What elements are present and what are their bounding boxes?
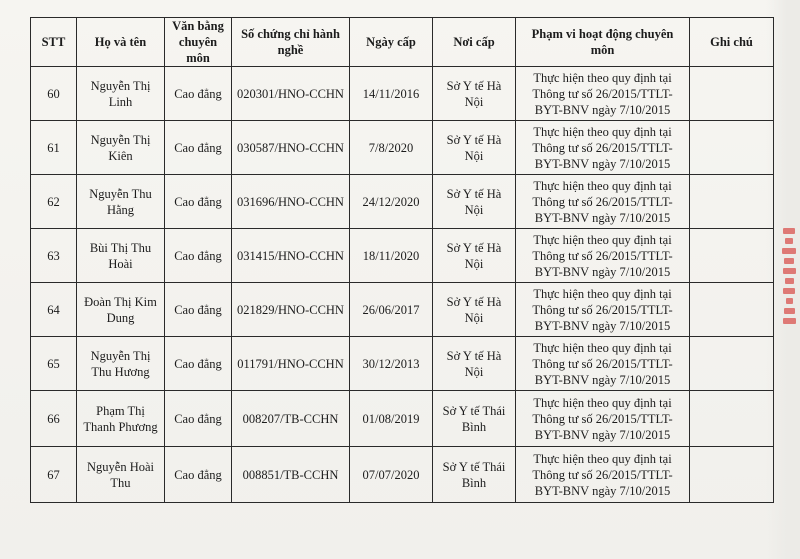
- cell-name: Nguyễn Thị Kiên: [77, 121, 165, 175]
- cell-cert: 011791/HNO-CCHN: [232, 337, 350, 391]
- cell-issuer: Sở Y tế Hà Nội: [433, 175, 516, 229]
- cell-stt: 64: [31, 283, 77, 337]
- cell-stt: 66: [31, 391, 77, 447]
- cell-date: 7/8/2020: [350, 121, 433, 175]
- cell-cert: 021829/HNO-CCHN: [232, 283, 350, 337]
- cell-stt: 63: [31, 229, 77, 283]
- cell-degree: Cao đẳng: [165, 229, 232, 283]
- table-row: [31, 175, 774, 229]
- header-scope: Phạm vi hoạt động chuyên môn: [516, 18, 690, 67]
- cell-date: 24/12/2020: [350, 175, 433, 229]
- header-stt: STT: [31, 18, 77, 67]
- cell-date: 30/12/2013: [350, 337, 433, 391]
- cell-note: [690, 391, 774, 447]
- cell-issuer: Sở Y tế Hà Nội: [433, 337, 516, 391]
- cell-scope: Thực hiện theo quy định tại Thông tư số 26/2015/TTLT-BYT-BNV ngày 7/10/2015: [516, 229, 690, 283]
- cell-cert: 031696/HNO-CCHN: [232, 175, 350, 229]
- cell-degree: Cao đẳng: [165, 175, 232, 229]
- cell-name: Nguyễn Thị Linh: [77, 67, 165, 121]
- header-name: Họ và tên: [77, 18, 165, 67]
- cell-note: [690, 447, 774, 503]
- cell-date: 18/11/2020: [350, 229, 433, 283]
- table-row: [31, 67, 774, 121]
- cell-cert: 008207/TB-CCHN: [232, 391, 350, 447]
- cell-note: [690, 337, 774, 391]
- table-row: [31, 447, 774, 503]
- header-date: Ngày cấp: [350, 18, 433, 67]
- cell-name: Bùi Thị Thu Hoài: [77, 229, 165, 283]
- cell-scope: Thực hiện theo quy định tại Thông tư số 26/2015/TTLT-BYT-BNV ngày 7/10/2015: [516, 175, 690, 229]
- cell-issuer: Sở Y tế Hà Nội: [433, 229, 516, 283]
- table-row: [31, 283, 774, 337]
- cell-cert: 030587/HNO-CCHN: [232, 121, 350, 175]
- table-row: [31, 121, 774, 175]
- cell-name: Nguyễn Hoài Thu: [77, 447, 165, 503]
- cell-name: Phạm Thị Thanh Phương: [77, 391, 165, 447]
- cell-cert: 020301/HNO-CCHN: [232, 67, 350, 121]
- table-row: [31, 391, 774, 447]
- cell-cert: 031415/HNO-CCHN: [232, 229, 350, 283]
- header-degree: Văn bằng chuyên môn: [165, 18, 232, 67]
- header-note: Ghi chú: [690, 18, 774, 67]
- cell-stt: 61: [31, 121, 77, 175]
- cell-scope: Thực hiện theo quy định tại Thông tư số 26/2015/TTLT-BYT-BNV ngày 7/10/2015: [516, 283, 690, 337]
- cell-date: 26/06/2017: [350, 283, 433, 337]
- cell-cert: 008851/TB-CCHN: [232, 447, 350, 503]
- cell-degree: Cao đẳng: [165, 121, 232, 175]
- cell-note: [690, 121, 774, 175]
- cell-issuer: Sở Y tế Hà Nội: [433, 121, 516, 175]
- staff-certificate-table: [30, 17, 774, 503]
- cell-note: [690, 229, 774, 283]
- cell-name: Nguyễn Thị Thu Hương: [77, 337, 165, 391]
- cell-degree: Cao đẳng: [165, 337, 232, 391]
- cell-stt: 62: [31, 175, 77, 229]
- cell-note: [690, 283, 774, 337]
- cell-date: 14/11/2016: [350, 67, 433, 121]
- cell-issuer: Sở Y tế Hà Nội: [433, 283, 516, 337]
- cell-scope: Thực hiện theo quy định tại Thông tư số 26/2015/TTLT-BYT-BNV ngày 7/10/2015: [516, 67, 690, 121]
- table-row: [31, 229, 774, 283]
- cell-stt: 65: [31, 337, 77, 391]
- cell-scope: Thực hiện theo quy định tại Thông tư số 26/2015/TTLT-BYT-BNV ngày 7/10/2015: [516, 337, 690, 391]
- cell-stt: 67: [31, 447, 77, 503]
- cell-scope: Thực hiện theo quy định tại Thông tư số 26/2015/TTLT-BYT-BNV ngày 7/10/2015: [516, 121, 690, 175]
- cell-stt: 60: [31, 67, 77, 121]
- red-seal-fragment: [780, 228, 798, 348]
- cell-degree: Cao đẳng: [165, 67, 232, 121]
- cell-date: 07/07/2020: [350, 447, 433, 503]
- cell-issuer: Sở Y tế Thái Bình: [433, 447, 516, 503]
- cell-issuer: Sở Y tế Hà Nội: [433, 67, 516, 121]
- header-row: [31, 18, 774, 67]
- cell-issuer: Sở Y tế Thái Bình: [433, 391, 516, 447]
- cell-scope: Thực hiện theo quy định tại Thông tư số 26/2015/TTLT-BYT-BNV ngày 7/10/2015: [516, 391, 690, 447]
- cell-name: Nguyễn Thu Hằng: [77, 175, 165, 229]
- cell-note: [690, 175, 774, 229]
- cell-note: [690, 67, 774, 121]
- header-issuer: Nơi cấp: [433, 18, 516, 67]
- cell-name: Đoàn Thị Kim Dung: [77, 283, 165, 337]
- cell-degree: Cao đẳng: [165, 283, 232, 337]
- cell-date: 01/08/2019: [350, 391, 433, 447]
- table-row: [31, 337, 774, 391]
- header-cert: Số chứng chỉ hành nghề: [232, 18, 350, 67]
- cell-scope: Thực hiện theo quy định tại Thông tư số 26/2015/TTLT-BYT-BNV ngày 7/10/2015: [516, 447, 690, 503]
- cell-degree: Cao đẳng: [165, 447, 232, 503]
- cell-degree: Cao đẳng: [165, 391, 232, 447]
